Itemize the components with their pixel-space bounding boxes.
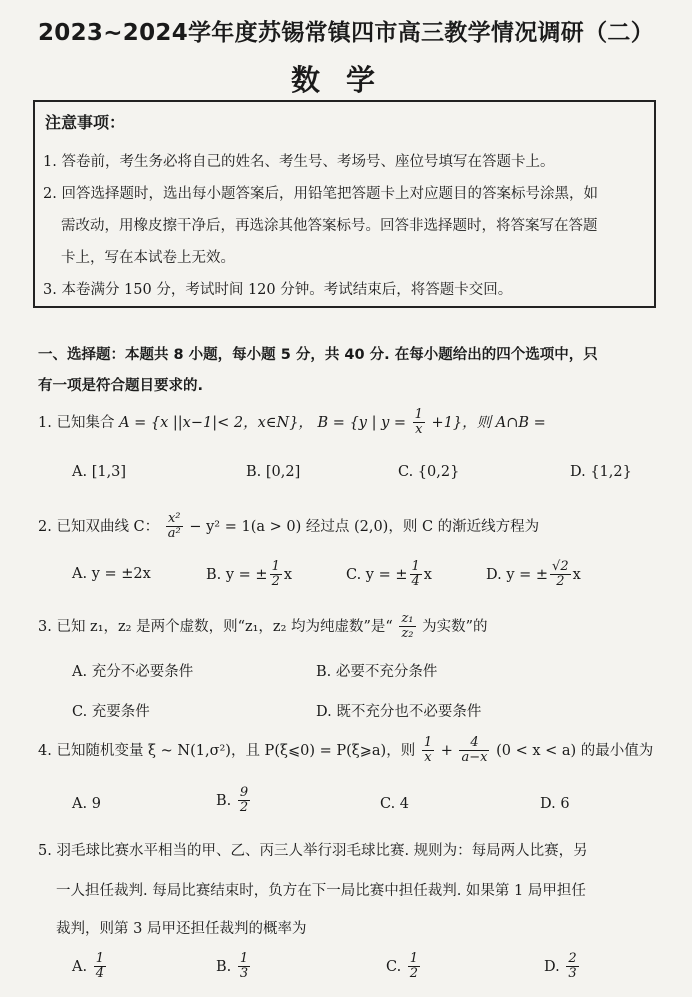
q1-option-c: C. {0,2} [398,464,460,480]
notice-item-continued: 卡上，写在本试卷上无效。 [61,250,235,266]
section-heading [38,340,658,402]
q4-option-d: D. 6 [540,796,570,812]
q1-set-a: A = {x ||x−1|< 2，x∈N}， [119,414,313,431]
exam-title: 2023~2024学年度苏锡常镇四市高三教学情况调研（二） [38,20,654,46]
q1-option-a: A. [1,3] [72,464,127,480]
q3-option-c: C. 充要条件 [72,704,150,720]
question-4 [38,736,658,766]
q3-option-d: D. 既不充分也不必要条件 [316,704,482,720]
q3-fraction: $\frac{\text{z₁}}{\text{z₂}}$ [401,611,414,642]
section-heading-line: 有一项是符合题目要求的. [38,378,204,394]
question-2 [38,512,658,542]
q1-set-b-post: +1}，则 A∩B = [431,414,546,431]
subject-title: 数学 [290,63,401,97]
q2-option-d: D. y = ± $\frac{√2}{2}$ x [486,559,581,590]
q2-fraction: $\frac{\text{x²}}{\text{a²}}$ [167,511,181,542]
question-1 [38,408,658,438]
q4-plus: + [440,742,453,759]
q4-option-b: B. $\frac{9}{2}$ [216,785,249,816]
q2-option-b: B. y = ± $\frac{1}{2}$ x [206,559,293,590]
q5-line: 一人担任裁判. 每局比赛结束时，负方在下一局比赛中担任裁判. 如果第 1 局甲担任 [56,883,586,899]
question-3 [38,612,658,642]
q3-option-a: A. 充分不必要条件 [72,664,194,680]
q5-option-b: B. $\frac{1}{3}$ [216,951,249,982]
q5-line: 5. 羽毛球比赛水平相当的甲、乙、丙三人举行羽毛球比赛. 规则为：每局两人比赛，另 [38,843,588,859]
q1-fraction: $\frac{1}{x}$ [414,407,423,438]
notice-item: 3. 本卷满分 150 分，考试时间 120 分钟。考试结束后，将答题卡交回。 [43,282,513,298]
q4-prefix: 4. 已知随机变量 ξ ~ N(1,σ²)，且 P(ξ⩽0) = P(ξ⩾a)，则 [38,742,416,759]
q2-option-a: A. y = ±2x [72,566,151,582]
q5-line: 裁判，则第 3 局甲还担任裁判的概率为 [56,921,307,937]
q5-option-c: C. $\frac{1}{2}$ [386,951,419,982]
q4-suffix: (0 < x < a) 的最小值为 [496,742,654,759]
q1-option-d: D. {1,2} [570,464,632,480]
q2-prefix: 2. 已知双曲线 C： [38,518,160,535]
q5-option-d: D. $\frac{2}{3}$ [544,951,577,982]
q2-text: − y² = 1(a > 0) 经过点 (2,0)，则 C 的渐近线方程为 [189,518,540,535]
q4-option-c: C. 4 [380,796,410,812]
q2-option-c: C. y = ± $\frac{1}{4}$ x [346,559,432,590]
q4-option-a: A. 9 [72,796,101,812]
q1-option-b: B. [0,2] [246,464,301,480]
q3-prefix: 3. 已知 z₁，z₂ 是两个虚数，则“z₁，z₂ 均为纯虚数”是“ [38,618,393,635]
notice-box [33,100,656,308]
notice-item: 2. 回答选择题时，选出每小题答案后，用铅笔把答题卡上对应题目的答案标号涂黑，如 [43,186,598,202]
notice-title: 注意事项： [45,113,126,132]
notice-item-continued: 需改动，用橡皮擦干净后，再选涂其他答案标号。回答非选择题时，将答案写在答题 [61,218,598,234]
q1-set-b-pre: B = {y | y = [317,414,407,431]
q5-option-a: A. $\frac{1}{4}$ [72,951,104,982]
q4-fraction-2: $\frac{4}{a-x}$ [461,735,488,766]
q3-suffix: 为实数”的 [422,618,488,635]
q3-option-b: B. 必要不充分条件 [316,664,438,680]
section-heading-line: 一、选择题：本题共 8 小题，每小题 5 分，共 40 分. 在每小题给出的四个选项中，只 [38,347,598,363]
q4-fraction-1: $\frac{1}{x}$ [423,735,433,766]
notice-item: 1. 答卷前，考生务必将自己的姓名、考生号、考场号、座位号填写在答题卡上。 [43,154,555,170]
q1-prefix: 1. 已知集合 [38,414,115,431]
